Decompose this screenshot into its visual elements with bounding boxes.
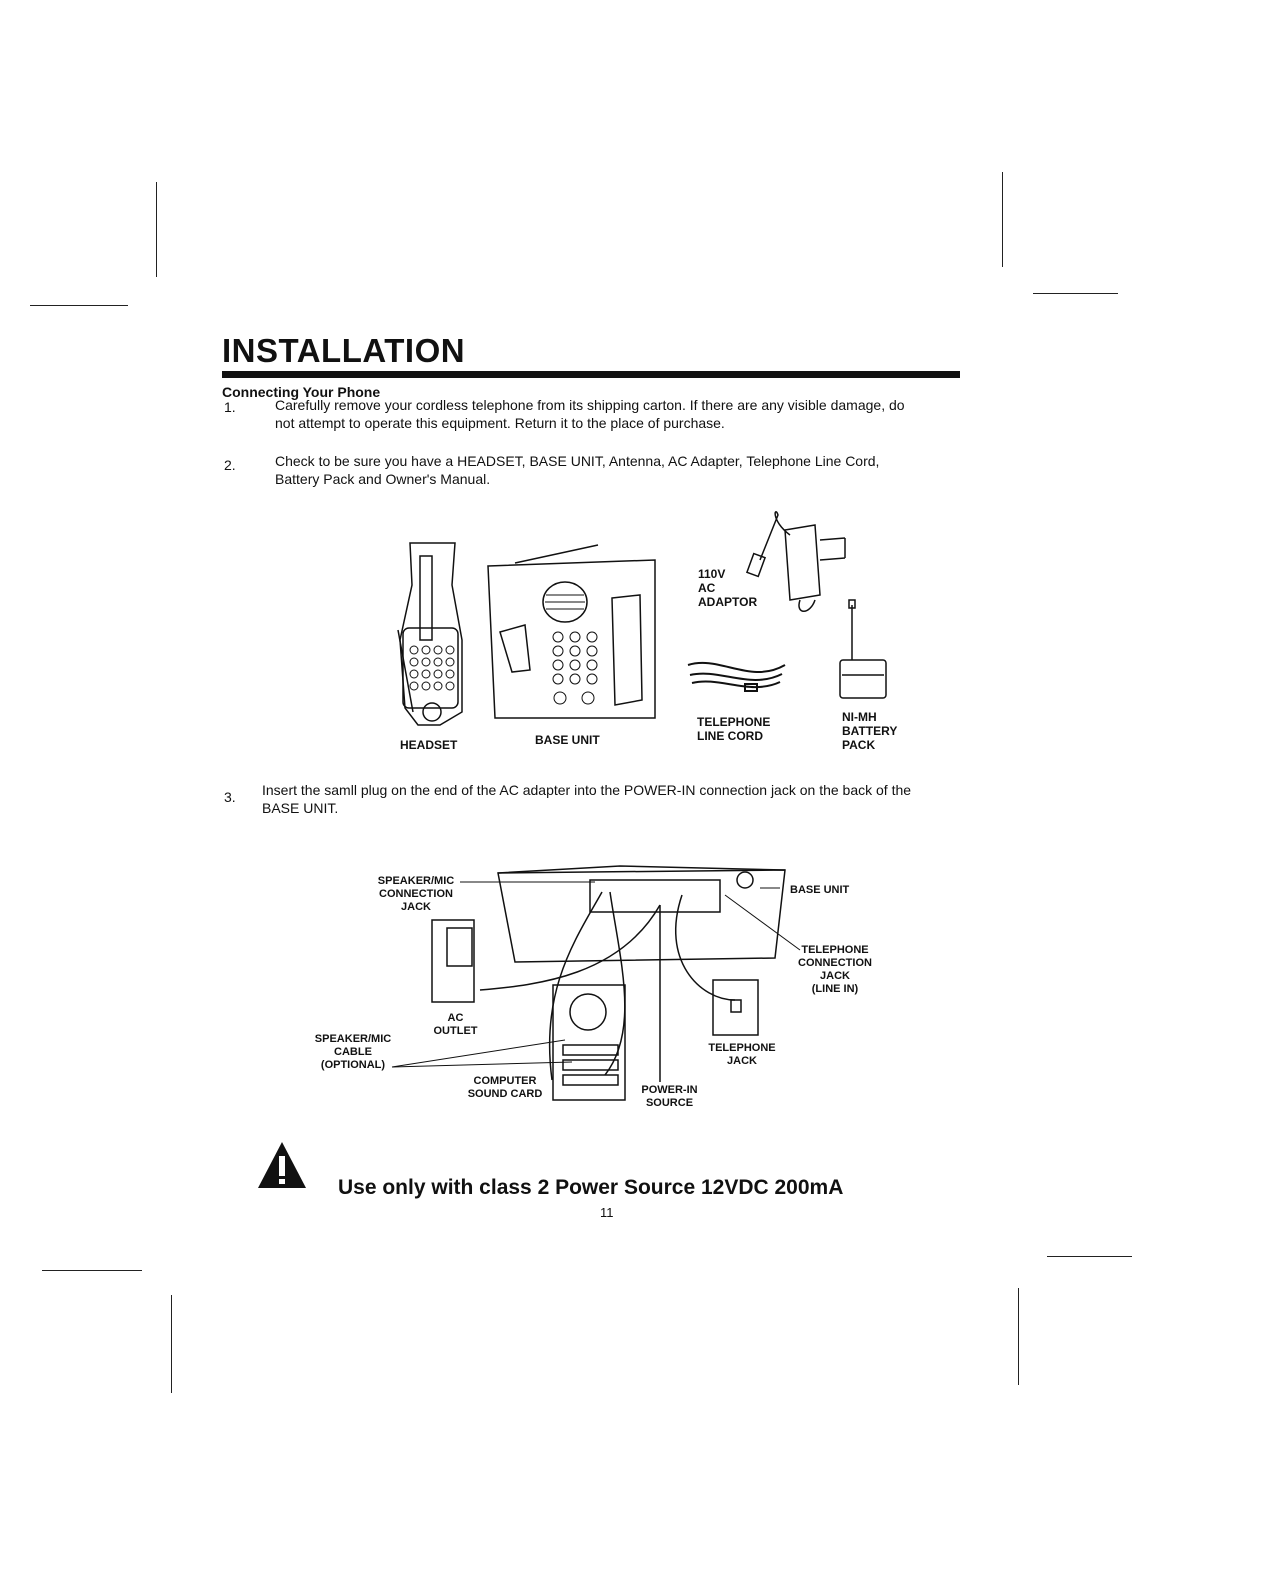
step-text: Check to be sure you have a HEADSET, BASE UNIT, Antenna, AC Adapter, Telephone Line Cord, Battery Pack and Owner's Manual. [275,453,880,487]
subheading: Connecting Your Phone [222,384,381,400]
speaker-jack-label: SPEAKER/MIC CONNECTION JACK [377,875,455,913]
telephone-connection-label: TELEPHONE CONNECTION JACK (LINE IN) [798,944,872,995]
telephone-jack-label: TELEPHONE JACK [708,1042,776,1067]
base-unit-label: BASE UNIT [790,884,850,896]
ac-outlet-label: AC OUTLET [433,1012,478,1037]
step-text: Carefully remove your cordless telephone from its shipping carton. If there are any visible damage, do not attempt to operate this equipment. Return it to the place of purchase. [275,397,905,431]
page-number: 11 [600,1205,614,1220]
speaker-cable-label: SPEAKER/MIC CABLE (OPTIONAL) [314,1033,392,1071]
line-cord-label: TELEPHONE LINE CORD [697,715,771,743]
power-in-label: POWER-IN SOURCE [641,1084,698,1109]
step-number: 2. [224,457,236,473]
base-unit-label: BASE UNIT [535,733,600,747]
adaptor-label: 110V AC ADAPTOR [698,567,758,609]
sound-card-label: COMPUTER SOUND CARD [467,1075,543,1100]
step-text: Insert the samll plug on the end of the AC adapter into the POWER-IN connection jack on the back of the BASE UNIT. [262,782,912,816]
step-number: 1. [224,399,236,415]
warning-text: Use only with class 2 Power Source 12VDC 200mA [338,1176,844,1199]
step-number: 3. [224,789,236,805]
headset-label: HEADSET [400,738,458,752]
page-title: INSTALLATION [222,332,466,369]
battery-label: NI-MH BATTERY PACK [842,710,898,752]
